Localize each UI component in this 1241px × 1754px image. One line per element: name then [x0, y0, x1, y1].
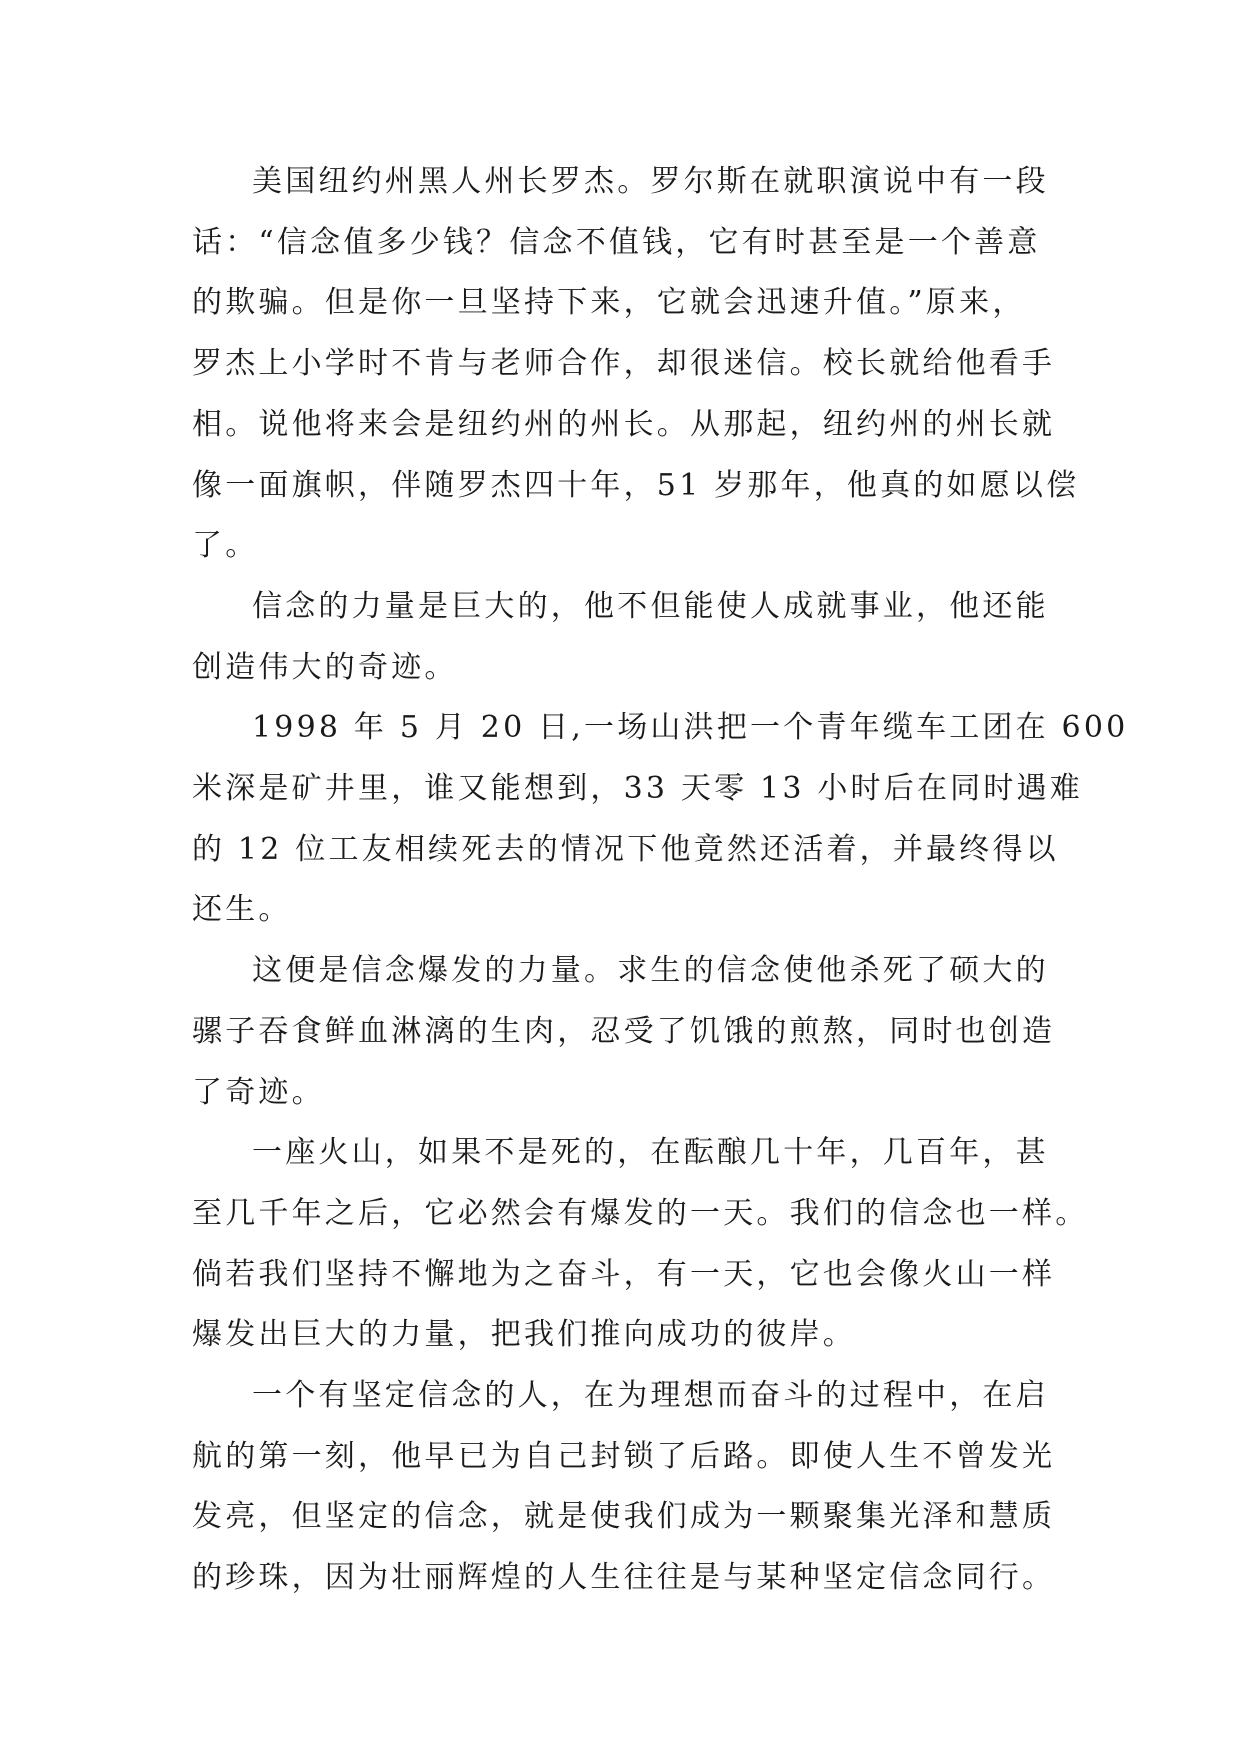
paragraph-line: 1998 年 5 月 20 日,一场山洪把一个青年缆车工团在 600	[252, 710, 1129, 746]
paragraph-6	[192, 1366, 1056, 1609]
paragraph-line: 航的第一刻，他早已为自己封锁了后路。即使人生不曾发光	[192, 1438, 1056, 1474]
paragraph-line: 了奇迹。	[192, 1074, 325, 1110]
paragraph-line: 像一面旗帜，伴随罗杰四十年，51 岁那年，他真的如愿以偿	[192, 467, 1080, 503]
paragraph-line: 一个有坚定信念的人，在为理想而奋斗的过程中，在启	[252, 1378, 1049, 1414]
paragraph-line: 了。	[192, 528, 259, 564]
paragraph-line: 至几千年之后，它必然会有爆发的一天。我们的信念也一样。	[192, 1195, 1089, 1231]
paragraph-3	[192, 698, 1129, 941]
paragraph-line: 爆发出巨大的力量，把我们推向成功的彼岸。	[192, 1317, 856, 1353]
paragraph-line: 话：“信念值多少钱？信念不值钱，它有时甚至是一个善意	[192, 224, 1041, 260]
paragraph-4	[192, 941, 1056, 1123]
paragraph-line: 的欺骗。但是你一旦坚持下来，它就会迅速升值。”原来，	[192, 285, 1026, 321]
paragraph-1	[192, 152, 1080, 577]
paragraph-line: 发亮，但坚定的信念，就是使我们成为一颗聚集光泽和慧质	[192, 1499, 1056, 1535]
paragraph-line: 创造伟大的奇迹。	[192, 649, 458, 685]
paragraph-line: 的珍珠，因为壮丽辉煌的人生往往是与某种坚定信念同行。	[192, 1560, 1056, 1596]
paragraph-line: 还生。	[192, 892, 292, 928]
paragraph-line: 美国纽约州黑人州长罗杰。罗尔斯在就职演说中有一段	[252, 164, 1049, 199]
paragraph-line: 的 12 位工友相续死去的情况下他竟然还活着，并最终得以	[192, 831, 1059, 867]
paragraph-line: 骡子吞食鲜血淋漓的生肉，忍受了饥饿的煎熬，同时也创造	[192, 1013, 1056, 1049]
paragraph-line: 相。说他将来会是纽约州的州长。从那起，纽约州的州长就	[192, 406, 1056, 442]
paragraph-5	[192, 1123, 1089, 1366]
paragraph-line: 这便是信念爆发的力量。求生的信念使他杀死了硕大的	[252, 953, 1049, 989]
paragraph-line: 罗杰上小学时不肯与老师合作，却很迷信。校长就给他看手	[192, 346, 1056, 382]
paragraph-line: 信念的力量是巨大的，他不但能使人成就事业，他还能	[252, 588, 1049, 624]
document-body	[192, 152, 1129, 1609]
paragraph-line: 米深是矿井里，谁又能想到，33 天零 13 小时后在同时遇难	[192, 771, 1083, 807]
paragraph-2	[192, 577, 1052, 698]
paragraph-line: 一座火山，如果不是死的，在酝酿几十年，几百年，甚	[252, 1135, 1049, 1171]
paragraph-line: 倘若我们坚持不懈地为之奋斗，有一天，它也会像火山一样	[192, 1256, 1056, 1292]
